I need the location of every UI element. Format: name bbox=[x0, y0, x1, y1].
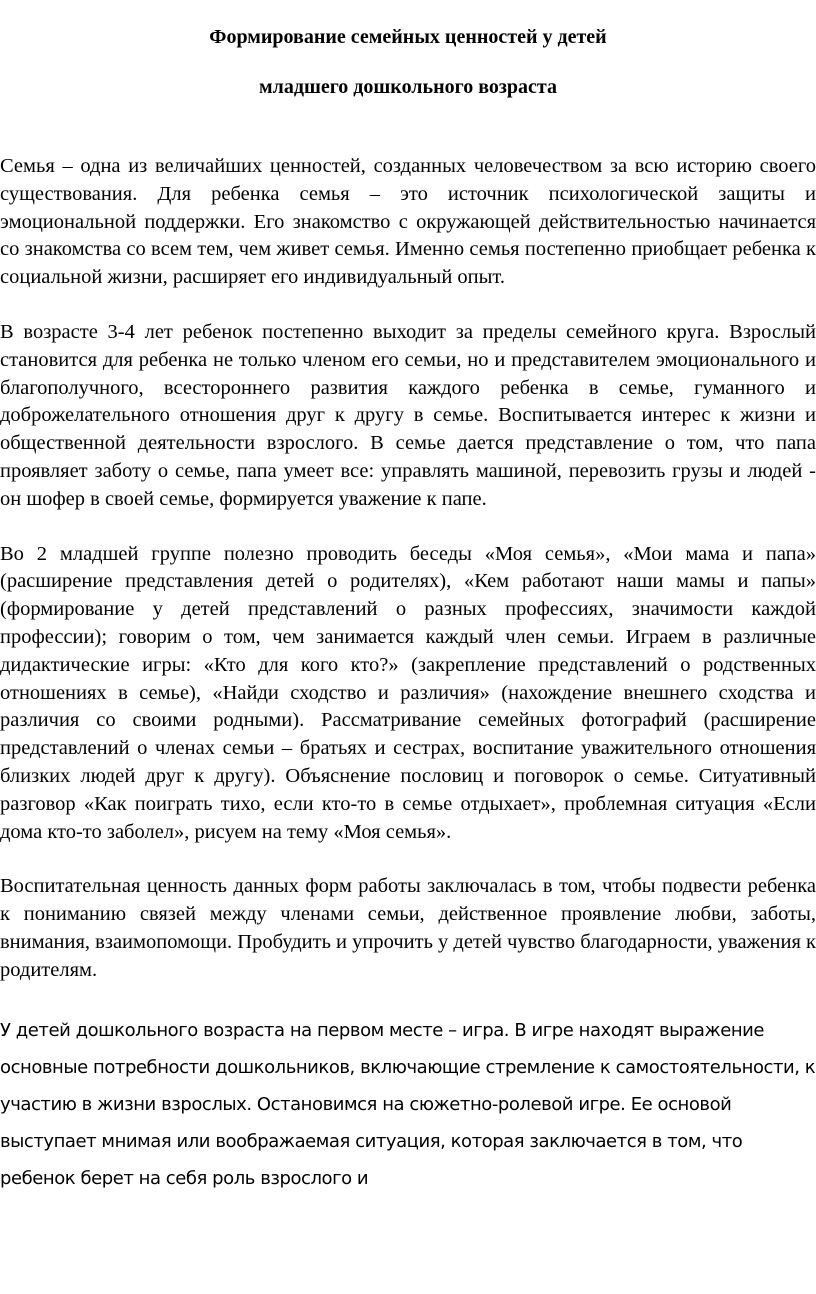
paragraph-age-3-4: В возрасте 3-4 лет ребенок постепенно выходит за пределы семейного круга. Взрослый становится для ребенка не только членом его семьи, но и представителем эмоционального и благополучного, всестороннего развития каждого ребенка в семье, гуманного и доброжелательного отношения друг к другу в семье. Воспитывается интерес к жизни и общественной деятельности взрослого. В семье дается представление о том, что папа проявляет заботу о семье, папа умеет все: управлять машиной, перевозить грузы и людей - он шофер в своей семье, формируется уважение к папе. bbox=[0, 320, 816, 510]
document-title-line-1: Формирование семейных ценностей у детей bbox=[209, 26, 607, 48]
document-title-line-2: младшего дошкольного возраста bbox=[259, 76, 557, 98]
paragraph-educational-value: Воспитательная ценность данных форм работы заключалась в том, чтобы подвести ребенка к пониманию связей между членами семьи, действенное проявление любви, заботы, внимания, взаимопомощи. Пробудить и упрочить у детей чувство благодарности, уважения к родителям. bbox=[0, 875, 816, 981]
paragraph-junior-group: Во 2 младшей группе полезно проводить беседы «Моя семья», «Мои мама и папа» (расширение представления детей о родителях), «Кем работают наши мамы и папы» (формирование у детей представлений о разных профессиях, значимости каждой профессии); говорим о том, чем занимается каждый член семьи. Играем в различные дидактические игры: «Кто для кого кто?» (закрепление представлений о родственных отношениях в семье), «Найди сходство и различия» (нахождение внешнего сходства и различия со своими родными). Рассматривание семейных фотографий (расширение представлений о членах семьи – братьях и сестрах, воспитание уважительного отношения близких людей друг к другу). Объяснение пословиц и поговорок о семье. Ситуативный разговор «Как поиграть тихо, если кто-то в семье отдыхает», проблемная ситуация «Если дома кто-то заболел», рисуем на тему «Моя семья». bbox=[0, 542, 816, 843]
document-body bbox=[0, 153, 816, 1197]
paragraph-family-value: Семья – одна из величайших ценностей, созданных человечеством за всю историю своего существования. Для ребенка семья – это источник психологической защиты и эмоциональной поддержки. Его знакомство с окружающей действительностью начинается со знакомства со всем тем, чем живет семья. Именно семья постепенно приобщает ребенка к социальной жизни, расширяет его индивидуальный опыт. bbox=[0, 155, 816, 289]
paragraph-play: У детей дошкольного возраста на первом месте – игра. В игре находят выражение основные потребности дошкольников, включающие стремление к самостоятельности, к участию в жизни взрослых. Остановимся на сюжетно-ролевой игре. Ее основой выступает мнимая или воображаемая ситуация, которая заключается в том, что ребенок берет на себя роль взрослого и bbox=[0, 1019, 816, 1189]
